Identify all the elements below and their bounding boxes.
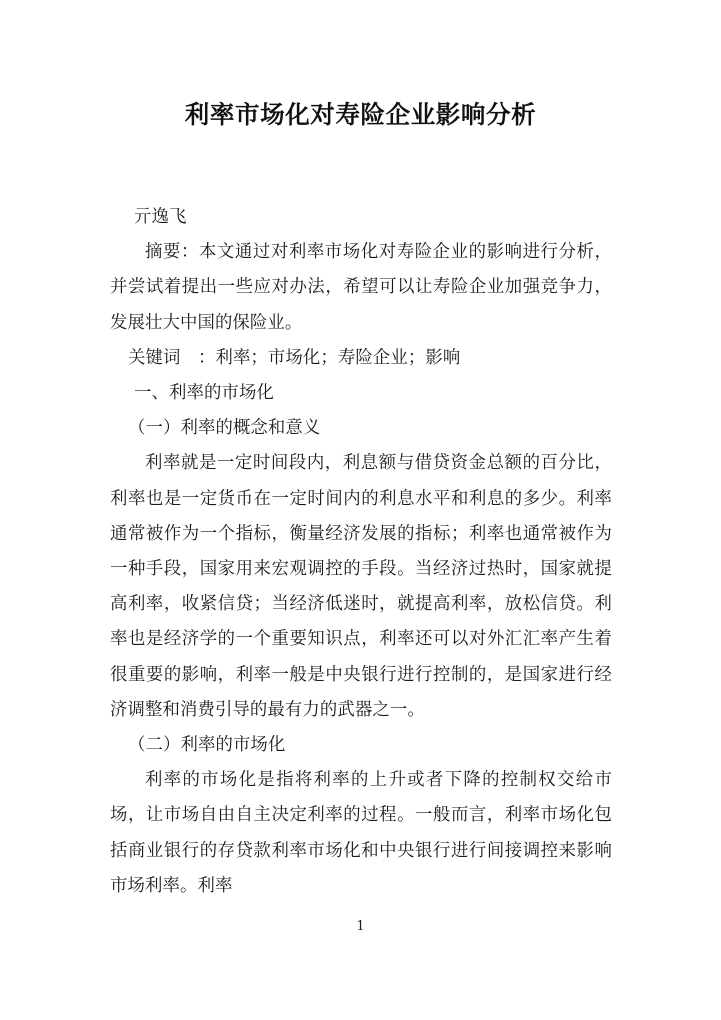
subsection-heading-1-1: （一）利率的概念和意义 — [128, 418, 321, 439]
page-number: 1 — [356, 919, 365, 934]
page-title: 利率市场化对寿险企业影响分析 — [184, 100, 537, 130]
document-body — [110, 200, 612, 904]
abstract-paragraph: 摘要：本文通过对利率市场化对寿险企业的影响进行分析，并尝试着提出一些应对办法，希望可以让寿险企业加强竞争力，发展壮大中国的保险业。 — [110, 242, 612, 333]
body-paragraph-2: 利率的市场化是指将利率的上升或者下降的控制权交给市场，让市场自由自主决定利率的过程。一般而言，利率市场化包括商业银行的存贷款利率市场化和中央银行进行间接调控来影响市场利率。利率 — [110, 770, 612, 896]
body-paragraph-1: 利率就是一定时间段内，利息额与借贷资金总额的百分比，利率也是一定货币在一定时间内的利息水平和利息的多少。利率通常被作为一个指标，衡量经济发展的指标；利率也通常被作为一种手段，国家用来宏观调控的手段。当经济过热时，国家就提高利率，收紧信贷；当经济低迷时，就提高利率，放松信贷。利率也是经济学的一个重要知识点，利率还可以对外汇汇率产生着很重要的影响，利率一般是中央银行进行控制的，是国家进行经济调整和消费引导的最有力的武器之一。 — [110, 453, 612, 720]
author-name: 亓逸飞 — [134, 207, 187, 227]
keywords-line: 关键词 ：利率；市场化；寿险企业；影响 — [128, 347, 461, 368]
subsection-heading-1-2: （二）利率的市场化 — [128, 735, 286, 756]
section-heading-1: 一、利率的市场化 — [134, 383, 274, 404]
